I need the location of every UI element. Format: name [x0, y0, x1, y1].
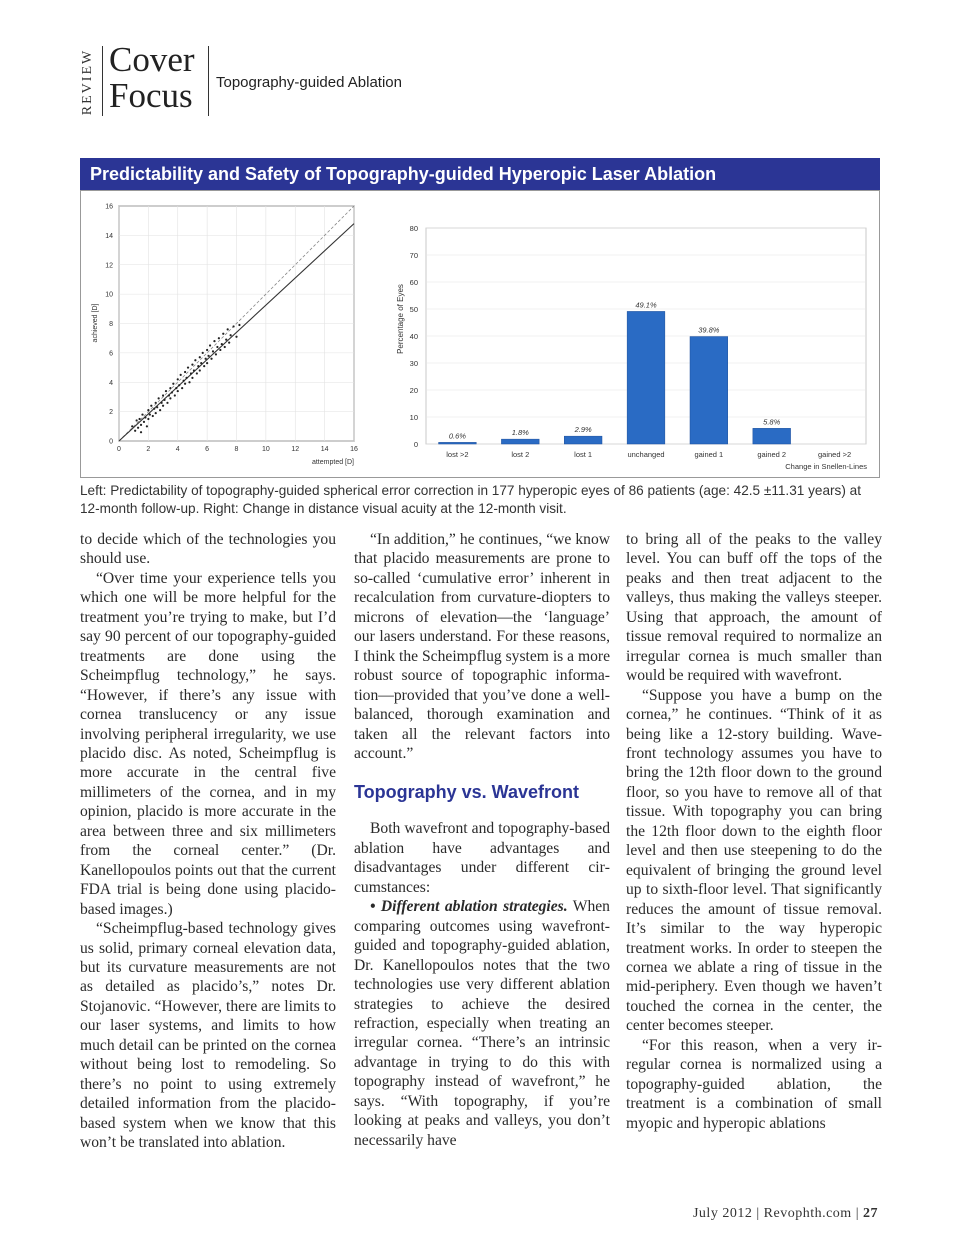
scatter-point: [149, 413, 151, 415]
scatter-point: [190, 372, 192, 374]
page-number: 27: [863, 1206, 878, 1221]
scatter-point: [232, 325, 234, 327]
scatter-point: [207, 355, 209, 357]
scatter-xtick-label: 6: [205, 446, 210, 453]
scatter-point: [219, 349, 221, 351]
scatter-point: [194, 359, 196, 361]
bar: [439, 442, 477, 444]
scatter-point: [169, 397, 171, 399]
bar-value-label: 49.1%: [635, 300, 657, 310]
bar: [690, 337, 728, 444]
scatter-point: [193, 369, 195, 371]
scatter-point: [224, 346, 226, 348]
scatter-ylabel: achieved [D]: [92, 303, 99, 343]
scatter-point: [143, 421, 145, 423]
paragraph: “Over time your experience tells you which one will be more helpful for the treatment you’re trying to make, but I’d say 90 percent of our topography-guided treatments are done using the Scheimpflug technology,” he says. “However, if there’s any issue with cornea translucency or any issue involving peripheral irregularity, we use placido disc. As noted, Scheimpflug is more accurate in the central five millimeters of the cornea, and in my opinion, placido is more accurate in the area between three and six millimeters from the corneal center.” (Dr. Kanellopoulos points out that the current FDA trial is being done using placido-based images.): [80, 569, 336, 918]
scatter-point: [134, 430, 136, 432]
bar-categories: [446, 450, 851, 459]
scatter-point: [163, 399, 165, 401]
scatter-point: [171, 391, 173, 393]
scatter-point: [218, 337, 220, 339]
scatter-point: [199, 369, 201, 371]
scatter-point: [203, 365, 205, 367]
figure-title: Predictability and Safety of Topography-guided Hyperopic Laser Ablation: [80, 158, 880, 190]
section-title: Topography-guided Ablation: [216, 74, 402, 91]
scatter-point: [212, 350, 214, 352]
bar: [564, 436, 602, 444]
scatter-xtick-label: 0: [117, 446, 121, 453]
scatter-point: [138, 418, 140, 420]
scatter-point: [191, 377, 193, 379]
text-column-3: [626, 530, 882, 1133]
scatter-plot: [92, 204, 358, 467]
scatter-point: [177, 390, 179, 392]
bullet-text: When comparing outcomes using wavefront-guided and topography-guided ablation, Dr. Kanellopoulos notes that the two technologies use very different ablation strategies to achieve the desired refraction, especially when treating an irregular cornea. “There’s an intrinsic advantage in trying to do this with topography instead of wavefront,” he says. “With topography, if you’re looking at peaks and valleys, you don’t necessarily have: [354, 898, 610, 1149]
scatter-point: [136, 419, 138, 421]
scatter-point: [174, 394, 176, 396]
scatter-point: [175, 387, 177, 389]
scatter-ytick-label: 8: [109, 321, 113, 328]
scatter-ytick-label: 12: [105, 262, 113, 270]
scatter-point: [168, 394, 170, 396]
bar-category-label: lost 2: [511, 450, 530, 459]
scatter-point: [169, 387, 171, 389]
bar-yticks: [410, 224, 418, 449]
paragraph: “For this reason, when a very irregular cornea is normalized using a topography-guided ablation, the treatment is a combination of small myopic and hyperopic ablations: [626, 1036, 882, 1132]
scatter-point: [178, 384, 180, 386]
scatter-point: [200, 362, 202, 364]
bar: [501, 439, 539, 444]
cover-label: Cover: [109, 40, 195, 79]
scatter-point: [146, 425, 148, 427]
scatter-point: [185, 377, 187, 379]
bar-value-label: 5.8%: [763, 417, 781, 427]
bar-xlabel: Change in Snellen-Lines: [785, 462, 867, 471]
scatter-xtick-label: 14: [320, 446, 329, 453]
scatter-point: [180, 374, 182, 376]
bar-value-label: 0.6%: [448, 431, 466, 441]
figure-charts: [81, 191, 879, 477]
scatter-ytick-label: 14: [105, 232, 113, 240]
scatter-point: [166, 402, 168, 404]
scatter-point: [238, 324, 240, 326]
bar-category-label: gained 1: [694, 450, 724, 459]
scatter-point: [150, 405, 152, 407]
scatter-point: [165, 390, 167, 392]
scatter-point: [206, 362, 208, 364]
issue-date: July 2012: [692, 1206, 753, 1221]
scatter-point: [155, 412, 157, 414]
scatter-xtick-label: 2: [146, 446, 151, 453]
scatter-ytick-label: 0: [109, 438, 113, 446]
scatter-point: [184, 383, 186, 385]
scatter-point: [140, 431, 142, 433]
scatter-point: [152, 415, 154, 417]
scatter-ytick-label: 4: [109, 379, 113, 387]
scatter-point: [205, 358, 207, 360]
scatter-point: [172, 383, 174, 385]
scatter-point: [158, 397, 160, 399]
scatter-point: [202, 352, 204, 354]
bar: [627, 311, 665, 444]
scatter-point: [215, 353, 217, 355]
scatter-point: [162, 394, 164, 396]
website: Revophth.com: [763, 1206, 852, 1221]
scatter-point: [184, 371, 186, 373]
scatter-ytick-label: 6: [109, 350, 113, 358]
page-footer: July 2012 | Revophth.com | 27: [692, 1206, 878, 1221]
paragraph: to decide which of the technologies you should use.: [80, 531, 336, 568]
bar-category-label: unchanged: [627, 450, 665, 459]
scatter-point: [162, 405, 164, 407]
bar-ytick-label: 40: [409, 332, 418, 341]
bullet-paragraph: [354, 897, 610, 1150]
focus-label: Focus: [109, 76, 193, 115]
scatter-point: [187, 366, 189, 368]
scatter-point: [140, 424, 142, 426]
bar-value-label: 2.9%: [574, 425, 592, 435]
scatter-point: [131, 425, 133, 427]
figure-frame: [80, 190, 880, 478]
paragraph: “Scheimpflug-based technology gives us solid, primary corneal elevation data, but its curvature measurements are not as detailed as placido’s,” notes Dr. Stojanovic. “However, there are limits to our laser systems, and limits to how much detail can be printed on the cornea without being lost to remodeling. So there’s no point to using extremely detailed information from the placido-based system when we know that this won’t be translated into ablation.: [80, 920, 336, 1152]
bar: [753, 428, 791, 444]
scatter-point: [159, 409, 161, 411]
scatter-ytick-label: 2: [109, 409, 113, 417]
scatter-point: [191, 364, 193, 366]
scatter-point: [216, 346, 218, 348]
scatter-xtick-label: 8: [234, 446, 239, 453]
text-column-2: [354, 530, 610, 1150]
text-column-1: [80, 530, 336, 1153]
scatter-point: [137, 427, 139, 429]
bullet-lead: • Different ablation strategies.: [370, 898, 568, 916]
scatter-xtick-label: 4: [175, 446, 180, 453]
scatter-xlabel: attempted [D]: [311, 459, 354, 466]
figure-caption: Left: Predictability of topography-guided spherical error correction in 177 hyperopic eyes of 86 patients (age: 42.5 ±11.31 years) at 12-month follow-up. Right: Change in distance visual acuity at the 12-month visit.: [80, 483, 861, 516]
scatter-point: [188, 381, 190, 383]
scatter-point: [144, 416, 146, 418]
scatter-point: [181, 387, 183, 389]
scatter-xtick-label: 12: [291, 446, 300, 453]
scatter-point: [227, 328, 229, 330]
bar-ytick-label: 80: [409, 224, 418, 233]
scatter-point: [206, 349, 208, 351]
scatter-point: [228, 341, 230, 343]
scatter-point: [155, 402, 157, 404]
scatter-point: [177, 378, 179, 380]
scatter-xtick-label: 10: [261, 446, 270, 453]
scatter-ytick-label: 10: [105, 291, 113, 299]
scatter-point: [209, 344, 211, 346]
review-label: REVIEW: [80, 48, 95, 116]
bar-value-label: 1.8%: [511, 428, 529, 438]
bar-category-label: gained >2: [817, 450, 852, 459]
scatter-point: [183, 380, 185, 382]
bar-category-label: gained 2: [757, 450, 787, 459]
bar-ytick-label: 60: [409, 278, 418, 287]
scatter-point: [147, 409, 149, 411]
bar-chart: [396, 224, 867, 471]
bar-ytick-label: 10: [409, 413, 418, 422]
bar-category-label: lost >2: [446, 450, 469, 459]
bar-value-label: 39.8%: [698, 325, 720, 335]
scatter-point: [225, 339, 227, 341]
scatter-point: [160, 402, 162, 404]
scatter-point: [141, 413, 143, 415]
header-divider: [102, 46, 103, 116]
scatter-point: [156, 406, 158, 408]
bar-ytick-label: 20: [409, 386, 418, 395]
bar-ytick-label: 30: [409, 359, 418, 368]
scatter-point: [153, 408, 155, 410]
scatter-ytick-label: 16: [105, 203, 113, 211]
scatter-xtick-label: 16: [350, 446, 358, 453]
scatter-point: [230, 334, 232, 336]
scatter-point: [213, 340, 215, 342]
scatter-point: [199, 356, 201, 358]
bar-ytick-label: 70: [409, 251, 418, 260]
scatter-point: [197, 365, 199, 367]
scatter-point: [221, 343, 223, 345]
scatter-point: [196, 372, 198, 374]
paragraph: “Suppose you have a bump on the cornea,” he continues. “Think of it as being like a 12-story building. Wavefront technology assumes you have to bring the 12th floor down to the ground floor, so you have to remove all of that tissue. With topography you can bring the 12th floor down to the eighth floor level and then use steepening to do the equivalent of bringing the ground level up to sixth-floor level. That significantly reduces the amount of tissue removal. It’s similar to the way hyperopic treatment works. In order to steepen the cornea we ablate a ring of tissue in the mid-periphery. Even though we haven’t touched the cornea in the center, the center becomes steeper.: [626, 686, 882, 1035]
bar-category-label: lost 1: [574, 450, 593, 459]
bar-ytick-label: 50: [409, 305, 418, 314]
scatter-point: [210, 358, 212, 360]
paragraph: to bring all of the peaks to the valley level. You can buff off the tops of the peaks and then treat adjacent to the valleys, thus making the valleys steeper. Using that approach, the amount of tissue removal required to normalize an irregular cornea is much smaller than would be required with wavefront.: [626, 531, 882, 685]
header-divider: [208, 46, 209, 116]
bar-ytick-label: 0: [413, 440, 418, 449]
subheading: Topography vs. Wavefront: [354, 782, 580, 803]
paragraph: “In addition,” he continues, “we know that placido measurements are prone to so-called ‘cumulative error’ inherent in recalculation from curvature-diopters to microns of elevation—the ‘language’ our lasers understand. For these reasons, I think the Scheimpflug system is a more robust source of topographic information—provided that you’ve done a well-balanced, thorough examination and taken all the relevant factors into account.”: [354, 531, 610, 762]
paragraph: Both wavefront and topography-based ablation have advantages and disadvantages under different circumstances:: [354, 820, 610, 896]
scatter-point: [222, 333, 224, 335]
scatter-point: [235, 336, 237, 338]
bar-ylabel: Percentage of Eyes: [396, 284, 405, 354]
scatter-point: [147, 418, 149, 420]
